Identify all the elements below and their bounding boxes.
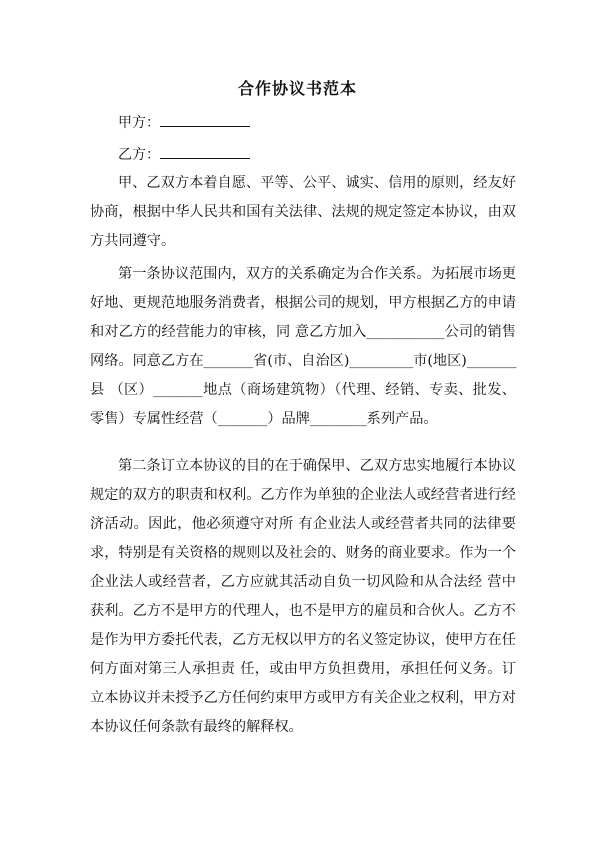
preamble-paragraph	[90, 169, 516, 256]
article-1-line: 网络。同意乙方在_______省(市、自治区)_________市(地区)_______	[90, 353, 517, 369]
article-1-line: 第一条协议范围内，双方的关系确定为合作关系。为拓展市场更	[118, 266, 516, 282]
article-1-line: 和对乙方的经营能力的审核，同 意乙方加入___________公司的销售	[90, 324, 516, 340]
article-2-line: 济活动。因此，他必须遵守对所 有企业法人或经营者共同的法律要	[90, 516, 516, 532]
party-a-blank	[160, 112, 250, 127]
party-b-label: 乙方：	[118, 147, 160, 163]
party-b-field	[118, 144, 250, 164]
article-2-paragraph	[90, 452, 516, 742]
article-2-line: 本协议任何条款有最终的解释权。	[90, 719, 303, 735]
document-title: 合作协议书范本	[237, 79, 357, 98]
article-1-line: 零售）专属性经营（_______）品牌________系列产品。	[90, 411, 438, 427]
party-a-field	[118, 112, 250, 132]
article-2-line: 立本协议并未授予乙方任何约束甲方或甲方有关企业之权利，甲方对	[90, 690, 516, 706]
party-a-label: 甲方：	[118, 115, 160, 131]
preamble-line: 甲、乙双方本着自愿、平等、公平、诚实、信用的原则，经友好	[118, 175, 516, 191]
article-2-line: 是作为甲方委托代表，乙方无权以甲方的名义签定协议，使甲方在任	[90, 632, 516, 648]
preamble-line: 协商，根据中华人民共和国有关法律、法规的规定签定本协议，由双	[90, 204, 516, 220]
article-1-paragraph	[90, 260, 516, 434]
preamble-line: 方共同遵守。	[90, 233, 176, 249]
article-1-line: 好地、更规范地服务消费者，根据公司的规划，甲方根据乙方的申请	[90, 295, 516, 311]
article-2-line: 求，特别是有关资格的规则以及社会的、财务的商业要求。作为一个	[90, 545, 516, 561]
article-2-line: 第二条订立本协议的目的在于确保甲、乙双方忠实地履行本协议	[118, 458, 516, 474]
article-2-line: 规定的双方的职责和权利。乙方作为单独的企业法人或经营者进行经	[90, 487, 516, 503]
article-2-line: 何方面对第三人承担责 任，或由甲方负担费用，承担任何义务。订	[90, 661, 516, 677]
article-1-line: 县 （区）_______地点（商场建筑物）（代理、经销、专卖、批发、	[90, 382, 516, 398]
article-2-line: 获利。乙方不是甲方的代理人，也不是甲方的雇员和合伙人。乙方不	[90, 603, 516, 619]
article-2-line: 企业法人或经营者，乙方应就其活动自负一切风险和从合法经 营中	[90, 574, 516, 590]
party-b-blank	[160, 144, 250, 159]
